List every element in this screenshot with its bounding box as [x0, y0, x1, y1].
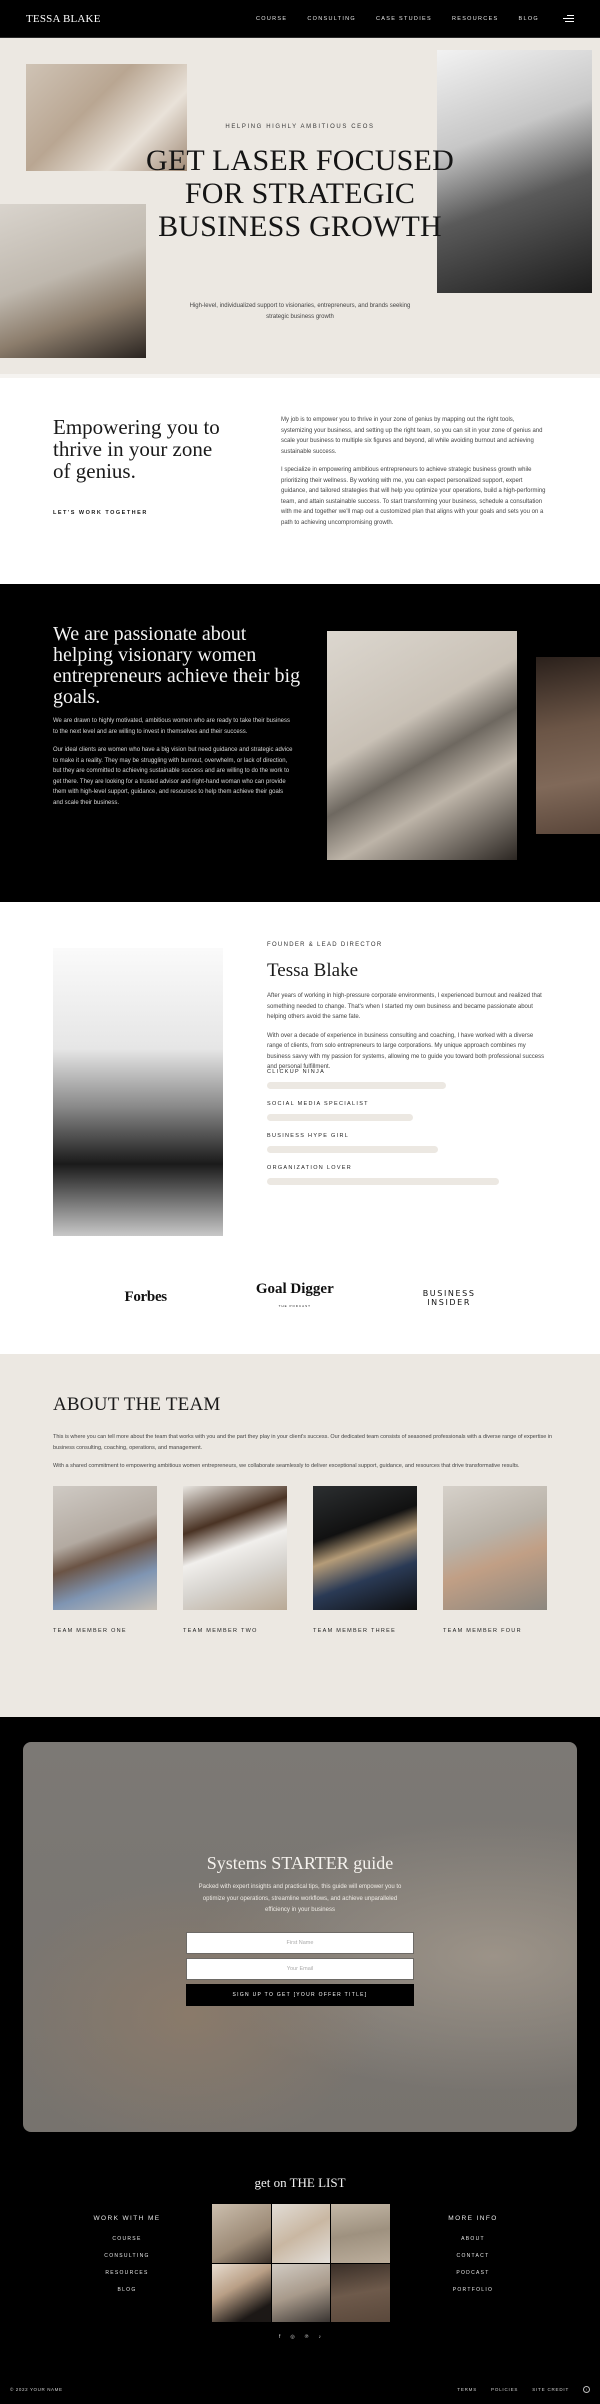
team-member-name: TEAM MEMBER THREE	[313, 1627, 397, 1634]
footer-link-about[interactable]: ABOUT	[461, 2236, 485, 2242]
email-input[interactable]	[186, 1958, 414, 1980]
skill-label: SOCIAL MEDIA SPECIALIST	[267, 1101, 369, 1107]
instagram-grid	[212, 2204, 390, 2322]
tiktok-icon[interactable]: ♪	[318, 2334, 321, 2340]
copyright: © 2022 YOUR NAME	[10, 2386, 63, 2392]
optin-title: Systems STARTER guide	[206, 1853, 394, 1873]
site-logo[interactable]: TESSA BLAKE	[26, 12, 101, 25]
footer-col-heading: WORK WITH ME	[93, 2215, 161, 2222]
footer-link-podcast[interactable]: PODCAST	[456, 2270, 490, 2276]
nav-course[interactable]: COURSE	[256, 15, 288, 22]
signup-button[interactable]: SIGN UP TO GET [YOUR OFFER TITLE]	[186, 1984, 414, 2006]
founder-kicker: FOUNDER & LEAD DIRECTOR	[267, 942, 383, 948]
site-footer	[0, 2165, 600, 2404]
footer-link-portfolio[interactable]: PORTFOLIO	[452, 2287, 494, 2293]
team-member-name: TEAM MEMBER ONE	[53, 1627, 127, 1634]
skills-list	[267, 1069, 547, 1197]
hamburger-icon[interactable]	[563, 15, 574, 22]
team-members	[53, 1486, 547, 1634]
skill-bar	[267, 1146, 438, 1153]
footer-link-resources[interactable]: RESOURCES	[105, 2270, 149, 2276]
team-member-name: TEAM MEMBER FOUR	[443, 1627, 522, 1634]
optin-card	[23, 1742, 577, 2132]
nav-blog[interactable]: BLOG	[518, 15, 539, 22]
back-to-top-icon[interactable]: ↑	[583, 2386, 590, 2393]
founder-paragraph: With over a decade of experience in business consulting and coaching, I have worked with a diverse range of clients, from solo entrepreneurs to large corporations. My unique approach combines my business savvy with my passion for systems, allowing me to guide you toward both professional success and personal fulfillment.	[267, 1032, 545, 1070]
skill-bar	[267, 1178, 499, 1185]
skill-label: BUSINESS HYPE GIRL	[267, 1133, 350, 1139]
nav-consulting[interactable]: CONSULTING	[307, 15, 357, 22]
instagram-photo[interactable]	[272, 2264, 331, 2323]
laptop-photo	[327, 631, 517, 860]
intro-section	[0, 374, 600, 584]
terms-link[interactable]: TERMS	[457, 2386, 478, 2392]
footer-link-blog[interactable]: BLOG	[117, 2287, 137, 2293]
team-section	[0, 1354, 600, 1717]
footer-work-with-me	[67, 2215, 187, 2304]
founder-photo	[53, 948, 223, 1236]
site-credit-link[interactable]: SITE CREDIT	[532, 2386, 569, 2392]
intro-paragraph: My job is to empower you to thrive in your zone of genius by mapping out the right tools, systemizing your business, and setting up the right team, so you can sit in your zone of genius and scale your business to multiple six figures and beyond, all while avoiding burnout and achieving sustainable success.	[281, 417, 543, 455]
hero-title-line: BUSINESS GROWTH	[158, 210, 442, 243]
footer-link-consulting[interactable]: CONSULTING	[104, 2253, 150, 2259]
press-logos	[0, 1282, 600, 1313]
optin-section	[0, 1717, 600, 2165]
passion-paragraph: We are drawn to highly motivated, ambitious women who are ready to take their business to the next level and are willing to invest in themselves and their success.	[53, 718, 291, 735]
skill-bar	[267, 1114, 413, 1121]
optin-form	[186, 1932, 414, 2006]
intro-heading: Empowering you to thrive in your zone of genius.	[53, 415, 220, 483]
footer-heading: get on THE LIST	[254, 2175, 346, 2190]
team-paragraph: This is where you can tell more about the team that works with you and the part they play in your client's success. Our dedicated team consists of seasoned professionals with a diverse range of expertise in business consulting, coaching, operations, and management.	[53, 1434, 553, 1451]
social-icons	[0, 2334, 600, 2340]
optin-subtitle: Packed with expert insights and practical tips, this guide will empower you to optimize your operations, streamline workflows, and achieve unparalleled efficiency in your business	[198, 1884, 402, 1913]
passion-section	[0, 584, 600, 902]
footer-bottom-bar	[0, 2374, 600, 2404]
hero-title-line: GET LASER FOCUSED	[146, 144, 454, 177]
hero-kicker: HELPING HIGHLY AMBITIOUS CEOS	[225, 124, 375, 130]
nav-case-studies[interactable]: CASE STUDIES	[376, 15, 432, 22]
team-member-photo	[183, 1486, 287, 1610]
team-member-photo	[53, 1486, 157, 1610]
skill-label: ORGANIZATION LOVER	[267, 1165, 353, 1171]
footer-col-heading: MORE INFO	[448, 2215, 498, 2222]
goal-digger-logo	[256, 1282, 334, 1313]
footer-link-course[interactable]: COURSE	[112, 2236, 142, 2242]
team-heading: ABOUT THE TEAM	[53, 1394, 221, 1415]
first-name-input[interactable]	[186, 1932, 414, 1954]
skill-label: CLICKUP NINJA	[267, 1069, 326, 1075]
goal-digger-text: Goal Digger	[255, 1281, 334, 1297]
founder-name: Tessa Blake	[267, 960, 359, 981]
instagram-photo[interactable]	[272, 2204, 331, 2263]
bi-line: INSIDER	[427, 1297, 471, 1307]
team-member-photo	[443, 1486, 547, 1610]
team-paragraph: With a shared commitment to empowering ambitious women entrepreneurs, we collaborate seamlessly to deliver exceptional support, guidance, and resources that drive transformative results.	[53, 1463, 520, 1469]
instagram-photo[interactable]	[212, 2264, 271, 2323]
goal-digger-sub: THE PODCAST	[278, 1304, 311, 1308]
skill-bar	[267, 1082, 446, 1089]
business-insider-logo	[423, 1289, 476, 1307]
team-member-photo	[313, 1486, 417, 1610]
hero-title-line: FOR STRATEGIC	[184, 177, 416, 210]
instagram-photo[interactable]	[331, 2204, 390, 2263]
policies-link[interactable]: POLICIES	[491, 2386, 519, 2392]
instagram-photo[interactable]	[212, 2204, 271, 2263]
team-member-card[interactable]	[313, 1486, 417, 1634]
facebook-icon[interactable]: f	[279, 2334, 281, 2340]
pinterest-icon[interactable]: ℗	[304, 2334, 309, 2340]
hero-title	[0, 144, 600, 243]
founder-section	[0, 902, 600, 1354]
team-member-card[interactable]	[443, 1486, 547, 1634]
main-nav	[256, 15, 574, 22]
footer-more-info	[413, 2215, 533, 2304]
hero-section	[0, 38, 600, 374]
hero-subtitle: High-level, individualized support to visionaries, entrepreneurs, and brands seeking strategic business growth	[189, 303, 411, 320]
outfit-photo	[536, 657, 600, 834]
bi-line: BUSINESS	[422, 1288, 476, 1298]
team-member-name: TEAM MEMBER TWO	[183, 1627, 258, 1634]
footer-link-contact[interactable]: CONTACT	[456, 2253, 490, 2259]
forbes-logo: Forbes	[124, 1289, 167, 1305]
passion-heading: We are passionate about helping visionary women entrepreneurs achieve their big goals.	[53, 623, 301, 708]
intro-paragraph: I specialize in empowering ambitious entrepreneurs to achieve strategic business growth while prioritizing their wellness. By working with me, you can expect personalized support, expert guidance, and tailored strategies that will help you optimize your operations, build a high-performing team, and attain sustainable success. To start transforming your business, schedule a consultation with me and together we'll map out a customized plan that aligns with your goals and sets you on a path to achieving uncompromising growth.	[281, 467, 546, 526]
passion-paragraph: Our ideal clients are women who have a big vision but need guidance and strategic advice to make it a reality. They may be struggling with burnout, overwhelm, or lack of direction, but they are committed to achieving sustainable success and are willing to do the work to get there. They are looking for a trusted advisor and right-hand woman who can provide them with high-level support, guidance, and resources to help them achieve their goals and scale their business.	[53, 747, 293, 806]
team-member-card[interactable]	[183, 1486, 287, 1634]
work-together-link[interactable]: LET'S WORK TOGETHER	[53, 510, 148, 516]
instagram-icon[interactable]: ◎	[290, 2334, 295, 2340]
nav-resources[interactable]: RESOURCES	[451, 15, 499, 22]
instagram-photo[interactable]	[331, 2264, 390, 2323]
site-header	[0, 0, 600, 38]
founder-paragraph: After years of working in high-pressure corporate environments, I experienced burnout and realized that something needed to change. That's when I started my own business and became passionate about helping others avoid the same fate.	[267, 993, 542, 1020]
team-member-card[interactable]	[53, 1486, 157, 1634]
